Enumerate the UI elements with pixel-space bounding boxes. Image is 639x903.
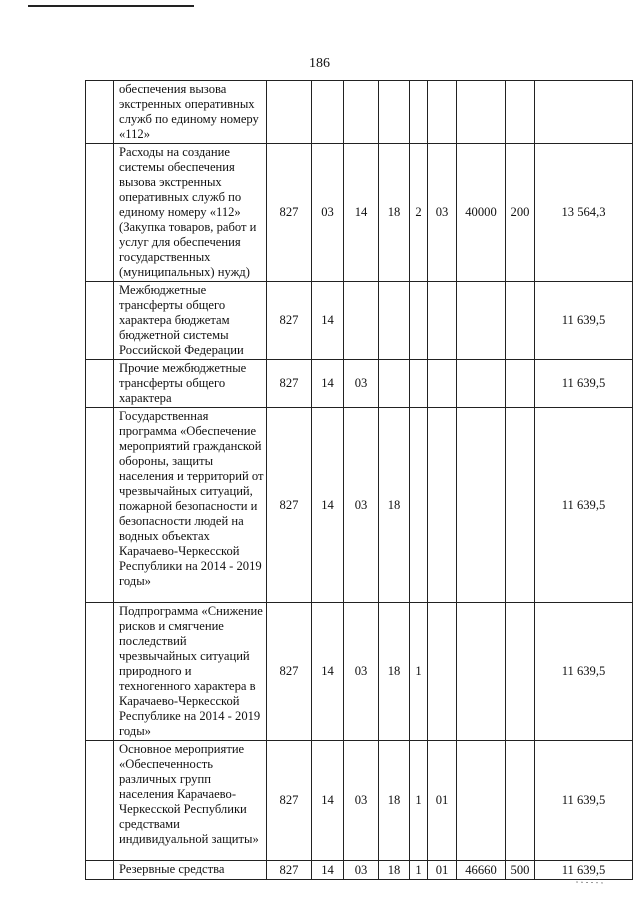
ministry-code-cell: 827 xyxy=(267,282,312,360)
amount-cell: 11 639,5 xyxy=(535,741,633,861)
subsection-code-cell: 03 xyxy=(344,603,379,741)
program-code-cell xyxy=(379,81,410,144)
direction-code-cell xyxy=(457,360,506,408)
program-code-cell: 18 xyxy=(379,144,410,282)
row-number-cell xyxy=(86,282,114,360)
row-number-cell xyxy=(86,144,114,282)
section-code-cell: 14 xyxy=(312,360,344,408)
section-code-cell: 14 xyxy=(312,861,344,880)
expense-type-cell xyxy=(506,282,535,360)
event-code-cell xyxy=(428,282,457,360)
subprogram-code-cell xyxy=(410,408,428,603)
event-code-cell xyxy=(428,603,457,741)
amount-cell: 11 639,5 xyxy=(535,360,633,408)
budget-table xyxy=(85,80,633,880)
event-code-cell xyxy=(428,408,457,603)
direction-code-cell: 40000 xyxy=(457,144,506,282)
expense-type-cell xyxy=(506,81,535,144)
direction-code-cell xyxy=(457,603,506,741)
subprogram-code-cell xyxy=(410,360,428,408)
event-code-cell xyxy=(428,360,457,408)
amount-cell: 11 639,5 xyxy=(535,861,633,880)
program-code-cell xyxy=(379,360,410,408)
expense-type-cell: 500 xyxy=(506,861,535,880)
event-code-cell: 03 xyxy=(428,144,457,282)
amount-cell: 11 639,5 xyxy=(535,282,633,360)
table-row xyxy=(86,282,633,360)
row-number-cell xyxy=(86,603,114,741)
amount-cell: 11 639,5 xyxy=(535,408,633,603)
item-name-cell: Основное мероприятие «Обеспеченность различных групп населения Карачаево-Черкесской Республики средствами индивидуальной защиты» xyxy=(114,741,267,861)
table-row xyxy=(86,603,633,741)
amount-cell: 13 564,3 xyxy=(535,144,633,282)
subprogram-code-cell: 1 xyxy=(410,861,428,880)
ministry-code-cell: 827 xyxy=(267,861,312,880)
expense-type-cell xyxy=(506,603,535,741)
subprogram-code-cell: 1 xyxy=(410,603,428,741)
expense-type-cell xyxy=(506,360,535,408)
subsection-code-cell: 03 xyxy=(344,360,379,408)
ministry-code-cell: 827 xyxy=(267,408,312,603)
program-code-cell: 18 xyxy=(379,603,410,741)
item-name-cell: Расходы на создание системы обеспечения вызова экстренных оперативных служб по единому номеру «112» (Закупка товаров, работ и услуг для обеспечения государственных (муниципальных) нужд) xyxy=(114,144,267,282)
top-rule xyxy=(28,5,194,7)
direction-code-cell xyxy=(457,81,506,144)
section-code-cell: 14 xyxy=(312,741,344,861)
direction-code-cell: 46660 xyxy=(457,861,506,880)
item-name-cell: Государственная программа «Обеспечение мероприятий гражданской обороны, защиты населения и территорий от чрезвычайных ситуаций, пожарной безопасности и безопасности людей на водных объектах Карачаево-Черкесской Республики на 2014 - 2019 годы» xyxy=(114,408,267,603)
item-name-cell: Подпрограмма «Снижение рисков и смягчение последствий чрезвычайных ситуаций природного и техногенного характера в Карачаево-Черкесской Республике на 2014 - 2019 годы» xyxy=(114,603,267,741)
amount-cell: 11 639,5 xyxy=(535,603,633,741)
subsection-code-cell: 03 xyxy=(344,741,379,861)
subprogram-code-cell xyxy=(410,282,428,360)
direction-code-cell xyxy=(457,282,506,360)
scan-mark xyxy=(574,878,610,884)
item-name-cell: Межбюджетные трансферты общего характера бюджетам бюджетной системы Российской Федерации xyxy=(114,282,267,360)
section-code-cell xyxy=(312,81,344,144)
expense-type-cell: 200 xyxy=(506,144,535,282)
expense-type-cell xyxy=(506,408,535,603)
item-name-cell: Резервные средства xyxy=(114,861,267,880)
program-code-cell: 18 xyxy=(379,408,410,603)
item-name-cell: обеспечения вызова экстренных оперативных служб по единому номеру «112» xyxy=(114,81,267,144)
subsection-code-cell: 14 xyxy=(344,144,379,282)
subsection-code-cell: 03 xyxy=(344,408,379,603)
program-code-cell: 18 xyxy=(379,861,410,880)
row-number-cell xyxy=(86,81,114,144)
program-code-cell: 18 xyxy=(379,741,410,861)
subprogram-code-cell: 1 xyxy=(410,741,428,861)
direction-code-cell xyxy=(457,408,506,603)
subsection-code-cell: 03 xyxy=(344,861,379,880)
table-row xyxy=(86,81,633,144)
expense-type-cell xyxy=(506,741,535,861)
table-row xyxy=(86,741,633,861)
row-number-cell xyxy=(86,861,114,880)
row-number-cell xyxy=(86,408,114,603)
section-code-cell: 14 xyxy=(312,282,344,360)
table-row xyxy=(86,861,633,880)
amount-cell xyxy=(535,81,633,144)
event-code-cell: 01 xyxy=(428,741,457,861)
program-code-cell xyxy=(379,282,410,360)
subprogram-code-cell: 2 xyxy=(410,144,428,282)
ministry-code-cell: 827 xyxy=(267,741,312,861)
direction-code-cell xyxy=(457,741,506,861)
event-code-cell: 01 xyxy=(428,861,457,880)
ministry-code-cell: 827 xyxy=(267,603,312,741)
row-number-cell xyxy=(86,360,114,408)
section-code-cell: 14 xyxy=(312,603,344,741)
table-row xyxy=(86,360,633,408)
table-row xyxy=(86,144,633,282)
subprogram-code-cell xyxy=(410,81,428,144)
page-number: 186 xyxy=(309,56,330,71)
event-code-cell xyxy=(428,81,457,144)
section-code-cell: 14 xyxy=(312,408,344,603)
ministry-code-cell: 827 xyxy=(267,360,312,408)
row-number-cell xyxy=(86,741,114,861)
subsection-code-cell xyxy=(344,81,379,144)
ministry-code-cell xyxy=(267,81,312,144)
ministry-code-cell: 827 xyxy=(267,144,312,282)
table-row xyxy=(86,408,633,603)
item-name-cell: Прочие межбюджетные трансферты общего характера xyxy=(114,360,267,408)
section-code-cell: 03 xyxy=(312,144,344,282)
subsection-code-cell xyxy=(344,282,379,360)
